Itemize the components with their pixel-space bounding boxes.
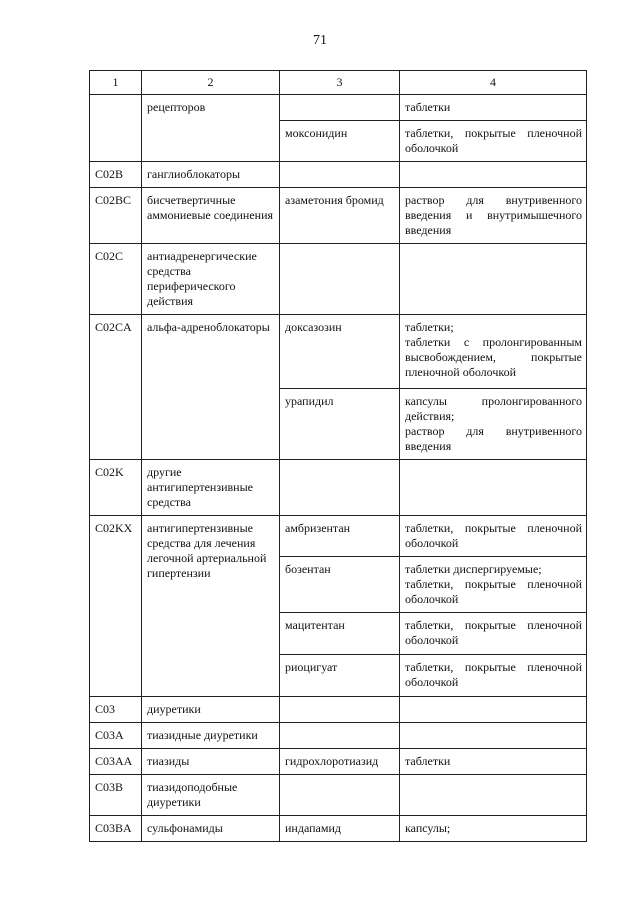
atc-code-cell: C02KX [90,516,142,697]
table-row [90,460,587,516]
drug-name-cell: доксазозин [280,315,400,389]
column-header-3: 3 [280,71,400,95]
table-row [90,95,587,121]
atc-code-cell [90,95,142,162]
group-name-cell: рецепторов [142,95,280,162]
dosage-form-cell [400,460,587,516]
drug-name-cell: мацитентан [280,613,400,655]
dosage-form-cell: таблетки [400,749,587,775]
drug-name-cell [280,723,400,749]
dosage-form-cell: таблетки, покрытые пленочной оболочкой [400,655,587,697]
drug-name-cell: индапамид [280,816,400,842]
drug-name-cell [280,460,400,516]
drug-name-cell: моксонидин [280,121,400,162]
table-header-row [90,71,587,95]
dosage-form-cell: таблетки, покрытые пленочной оболочкой [400,121,587,162]
drug-name-cell: урапидил [280,389,400,460]
drug-name-cell [280,244,400,315]
atc-code-cell: C02B [90,162,142,188]
group-name-cell: сульфонамиды [142,816,280,842]
table-row [90,749,587,775]
dosage-form-cell [400,723,587,749]
group-name-cell: антиадренергические средства периферического действия [142,244,280,315]
column-header-2: 2 [142,71,280,95]
dosage-form-cell [400,775,587,816]
dosage-form-cell: таблетки, покрытые пленочной оболочкой [400,516,587,557]
drug-name-cell: азаметония бромид [280,188,400,244]
table-row [90,244,587,315]
dosage-form-cell: таблетки [400,95,587,121]
group-name-cell: антигипертензивные средства для лечения легочной артериальной гипертензии [142,516,280,697]
dosage-form-cell: раствор для внутривенного введения и внутримышечного введения [400,188,587,244]
atc-code-cell: C03B [90,775,142,816]
dosage-form-cell: таблетки; таблетки с пролонгированным высвобождением, покрытые пленочной оболочкой [400,315,587,389]
atc-code-cell: C02C [90,244,142,315]
table-body [90,95,587,842]
drug-table [89,70,587,842]
column-header-4: 4 [400,71,587,95]
group-name-cell: диуретики [142,697,280,723]
dosage-form-cell: таблетки диспергируемые; таблетки, покрытые пленочной оболочкой [400,557,587,613]
group-name-cell: тиазидоподобные диуретики [142,775,280,816]
atc-code-cell: C02CA [90,315,142,460]
drug-name-cell: риоцигуат [280,655,400,697]
drug-name-cell: гидрохлоротиазид [280,749,400,775]
group-name-cell: ганглиоблокаторы [142,162,280,188]
group-name-cell: другие антигипертензивные средства [142,460,280,516]
atc-code-cell: C03A [90,723,142,749]
dosage-form-cell [400,244,587,315]
atc-code-cell: C03AA [90,749,142,775]
table-row [90,162,587,188]
group-name-cell: альфа-адреноблокаторы [142,315,280,460]
table-row [90,315,587,389]
dosage-form-cell: таблетки, покрытые пленочной оболочкой [400,613,587,655]
dosage-form-cell: капсулы пролонгированного действия; раствор для внутривенного введения [400,389,587,460]
atc-code-cell: C03 [90,697,142,723]
drug-name-cell [280,162,400,188]
column-header-1: 1 [90,71,142,95]
atc-code-cell: C02K [90,460,142,516]
atc-code-cell: C03BA [90,816,142,842]
group-name-cell: тиазиды [142,749,280,775]
drug-name-cell [280,775,400,816]
drug-name-cell: амбризентан [280,516,400,557]
atc-code-cell: C02BC [90,188,142,244]
drug-name-cell [280,95,400,121]
page-number: 71 [313,33,327,48]
dosage-form-cell: капсулы; [400,816,587,842]
table-row [90,516,587,557]
dosage-form-cell [400,697,587,723]
group-name-cell: бисчетвертичные аммониевые соединения [142,188,280,244]
dosage-form-cell [400,162,587,188]
table-row [90,697,587,723]
drug-name-cell: бозентан [280,557,400,613]
table-row [90,775,587,816]
table-row [90,188,587,244]
drug-name-cell [280,697,400,723]
table-row [90,723,587,749]
group-name-cell: тиазидные диуретики [142,723,280,749]
table-row [90,816,587,842]
